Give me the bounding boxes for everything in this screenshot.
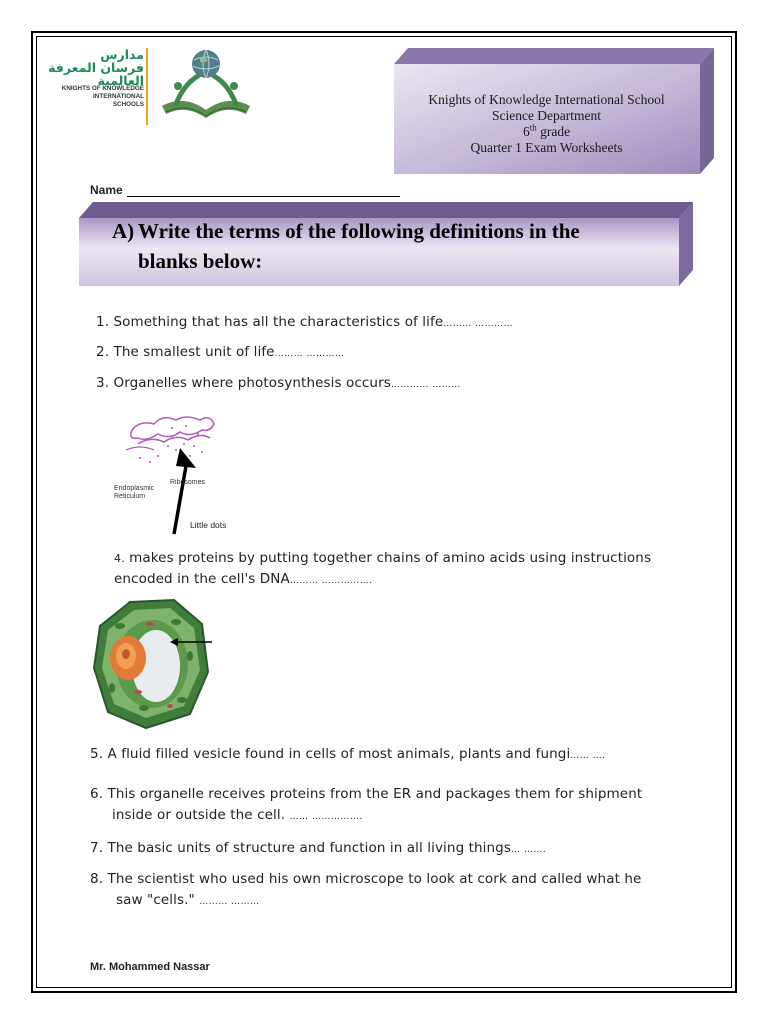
name-field[interactable] — [90, 183, 400, 197]
answer-blank[interactable]: …… ……………. — [289, 812, 363, 822]
header-text-block — [394, 64, 699, 174]
answer-blank[interactable]: ……… ………… — [443, 319, 514, 329]
grade-level: 6th grade — [522, 122, 571, 139]
worksheet-title: Quarter 1 Exam Worksheets — [470, 140, 623, 155]
answer-blank[interactable]: ……… ……… — [199, 897, 260, 907]
plant-cell-diagram — [90, 596, 220, 732]
answer-blank[interactable]: …… …. — [570, 751, 606, 761]
section-title: A) Write the terms of the following definitions in the blanks below: — [112, 219, 580, 273]
ribosome-diagram — [110, 410, 250, 540]
department-name: Science Department — [491, 108, 602, 123]
logo-arabic-text: مدارس فرسان المعرفة العالمية — [48, 47, 144, 88]
question-8: 8. The scientist who used his own microscope to look at cork and called what he saw "cells." ……… ……… — [90, 871, 642, 908]
school-name: Knights of Knowledge International School — [428, 92, 665, 107]
name-blank[interactable] — [127, 185, 400, 197]
question-1: 1. Something that has all the characteristics of life……… ………… — [96, 314, 514, 330]
answer-blank[interactable]: … ……. — [511, 845, 547, 855]
little-dots-label: Little dots — [190, 520, 227, 530]
question-7: 7. The basic units of structure and function in all living things… ……. — [90, 840, 547, 856]
er-label-line1: Endoplasmic — [114, 485, 155, 492]
question-6: 6. This organelle receives proteins from the ER and packages them for shipment inside or outside the cell. …… ……………. — [90, 786, 643, 823]
school-logo — [40, 46, 260, 130]
book-globe-emblem-icon — [154, 46, 258, 126]
question-5: 5. A fluid filled vesicle found in cells of most animals, plants and fungi…… …. — [90, 746, 606, 762]
logo-divider — [146, 48, 148, 125]
question-2: 2. The smallest unit of life……… ………… — [96, 344, 345, 360]
answer-blank[interactable]: ……… ……………. — [289, 576, 373, 586]
teacher-name: Mr. Mohammed Nassar — [90, 961, 210, 973]
name-label: Name — [90, 183, 123, 197]
question-3: 3. Organelles where photosynthesis occurs………… ……… — [96, 375, 461, 391]
er-label-line2: Reticulum — [114, 493, 146, 500]
logo-english-text: KNIGHTS OF KNOWLEDGE INTERNATIONAL SCHOOLS — [61, 85, 144, 108]
question-4: 4. makes proteins by putting together chains of amino acids using instructions encoded in the cell's DNA……… ……………. — [114, 550, 652, 587]
answer-blank[interactable]: ……… ………… — [274, 349, 345, 359]
answer-blank[interactable]: ………… ……… — [390, 380, 461, 390]
ribosomes-label: Ribosomes — [170, 479, 206, 486]
